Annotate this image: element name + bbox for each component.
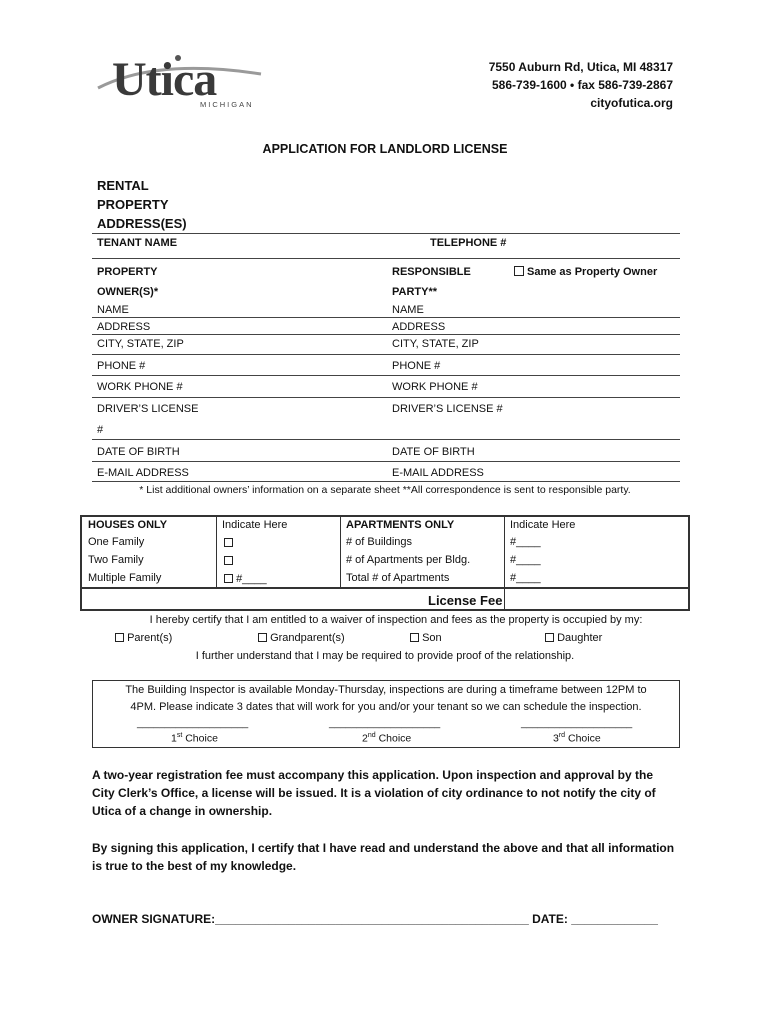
option-label: Son (422, 632, 442, 644)
city-line[interactable] (92, 354, 680, 355)
option-label: Parent(s) (127, 632, 173, 644)
option-parents[interactable] (115, 632, 172, 644)
inspector-text-2: 4PM. Please indicate 3 dates that will work for you and/or your tenant so we can schedule the inspection. (130, 701, 642, 713)
apartments-indicate: Indicate Here (510, 519, 576, 531)
inspection-scheduling-box (92, 680, 680, 748)
divider (216, 517, 217, 587)
responsible-heading-2: PARTY** (392, 286, 438, 298)
choice-1-blank[interactable]: ____________________ (137, 718, 249, 729)
certify-paragraph (92, 839, 692, 875)
buildings-count[interactable]: #____ (510, 536, 541, 548)
footnote: * List additional owners’ information on a separate sheet **All correspondence is sent to responsible party. (139, 484, 631, 496)
option-label: Daughter (557, 632, 603, 644)
choice-3-label: 3rd Choice (553, 732, 601, 745)
apartments-heading: APARTMENTS ONLY (346, 519, 455, 531)
divider (82, 587, 688, 589)
waiver-text: I hereby certify that I am entitled to a waiver of inspection and fees as the property is occupied by my: (149, 614, 643, 626)
checkbox-icon[interactable] (258, 633, 267, 642)
tenant-line[interactable] (92, 258, 680, 259)
checkbox-icon[interactable] (514, 266, 524, 276)
inspector-text-1: The Building Inspector is available Monday-Thursday, inspections are during a timeframe between 12PM to (125, 684, 647, 696)
proof-text: I further understand that I may be required to provide proof of the relationship. (195, 650, 575, 662)
house-type-multiple: Multiple Family (88, 572, 162, 584)
owner-license-2: # (97, 424, 104, 436)
same-as-owner-label: Same as Property Owner (527, 266, 658, 278)
checkbox-icon[interactable] (545, 633, 554, 642)
choice-3-blank[interactable]: ____________________ (521, 718, 633, 729)
responsible-name: NAME (392, 304, 424, 316)
option-son[interactable] (410, 632, 442, 644)
owner-city: CITY, STATE, ZIP (97, 338, 184, 350)
responsible-phone: PHONE # (392, 360, 441, 372)
responsible-email: E-MAIL ADDRESS (392, 467, 484, 479)
owner-heading-2: OWNER(S)* (97, 286, 159, 298)
city-logo (96, 50, 266, 112)
owner-signature-field[interactable]: OWNER SIGNATURE:_______________________________________________ DATE: _____________ (92, 912, 658, 926)
work-phone-line[interactable] (92, 397, 680, 398)
choice-2-label: 2nd Choice (362, 732, 412, 745)
housing-type-table (80, 515, 690, 611)
dob-line[interactable] (92, 461, 680, 462)
total-count[interactable]: #____ (510, 572, 541, 584)
telephone-label: TELEPHONE # (430, 237, 507, 249)
option-label: Grandparent(s) (270, 632, 345, 644)
same-as-owner-checkbox[interactable] (514, 266, 657, 278)
owner-name: NAME (97, 304, 129, 316)
apartments-total: Total # of Apartments (346, 572, 450, 584)
owner-address: ADDRESS (97, 321, 151, 333)
phone-line-field[interactable] (92, 375, 680, 376)
address-line-field[interactable] (92, 334, 680, 335)
divider (504, 517, 505, 611)
house-type-two: Two Family (88, 554, 144, 566)
responsible-license: DRIVER’S LICENSE # (392, 403, 503, 415)
multiple-family-checkbox[interactable] (224, 573, 267, 585)
logo-subtitle: MICHIGAN (200, 100, 254, 109)
license-line[interactable] (92, 439, 680, 440)
website: cityofutica.org (590, 96, 673, 110)
owner-dob: DATE OF BIRTH (97, 446, 180, 458)
rental-label-1: RENTAL (97, 178, 149, 193)
rental-label-3: ADDRESS(ES) (97, 216, 187, 231)
multiple-family-count: #____ (236, 573, 267, 585)
divider (340, 517, 341, 587)
responsible-heading-1: RESPONSIBLE (392, 266, 471, 278)
house-type-one: One Family (88, 536, 145, 548)
owner-license-1: DRIVER’S LICENSE (97, 403, 199, 415)
houses-indicate: Indicate Here (222, 519, 288, 531)
apartments-buildings: # of Buildings (346, 536, 413, 548)
fee-line: Utica of a change in ownership. (92, 804, 273, 818)
email-line[interactable] (92, 481, 680, 482)
checkbox-icon[interactable] (115, 633, 124, 642)
option-daughter[interactable] (545, 632, 602, 644)
choice-1-label: 1st Choice (171, 732, 218, 745)
apartments-per-building: # of Apartments per Bldg. (346, 554, 471, 566)
one-family-checkbox[interactable] (224, 537, 233, 549)
responsible-city: CITY, STATE, ZIP (392, 338, 479, 350)
address-line: 7550 Auburn Rd, Utica, MI 48317 (488, 60, 673, 74)
owner-work-phone: WORK PHONE # (97, 381, 183, 393)
checkbox-icon[interactable] (410, 633, 419, 642)
responsible-address: ADDRESS (392, 321, 446, 333)
fee-line: A two-year registration fee must accompany this application. Upon inspection and approval by the (92, 768, 653, 782)
certify-line: By signing this application, I certify that I have read and understand the above and that all information (92, 841, 675, 855)
fee-paragraph (92, 766, 692, 820)
responsible-dob: DATE OF BIRTH (392, 446, 475, 458)
responsible-work-phone: WORK PHONE # (392, 381, 478, 393)
certify-line: is true to the best of my knowledge. (92, 859, 297, 873)
name-line[interactable] (92, 317, 680, 318)
choice-2-blank[interactable]: ____________________ (329, 718, 441, 729)
owner-email: E-MAIL ADDRESS (97, 467, 189, 479)
page-title: APPLICATION FOR LANDLORD LICENSE (262, 142, 508, 156)
phone-line: 586-739-1600 • fax 586-739-2867 (491, 78, 673, 92)
option-grandparents[interactable] (258, 632, 345, 644)
owner-heading-1: PROPERTY (97, 266, 158, 278)
logo-wordmark: Utica (112, 53, 217, 106)
per-building-count[interactable]: #____ (510, 554, 541, 566)
houses-heading: HOUSES ONLY (88, 519, 168, 531)
two-family-checkbox[interactable] (224, 555, 233, 567)
tenant-name-label: TENANT NAME (97, 237, 178, 249)
rental-address-line[interactable] (92, 233, 680, 234)
license-fee-label: License Fee (428, 593, 503, 608)
owner-phone: PHONE # (97, 360, 146, 372)
fee-line: City Clerk’s Office, a license will be issued. It is a violation of city ordinance to not notify the city of (92, 786, 656, 800)
rental-label-2: PROPERTY (97, 197, 169, 212)
